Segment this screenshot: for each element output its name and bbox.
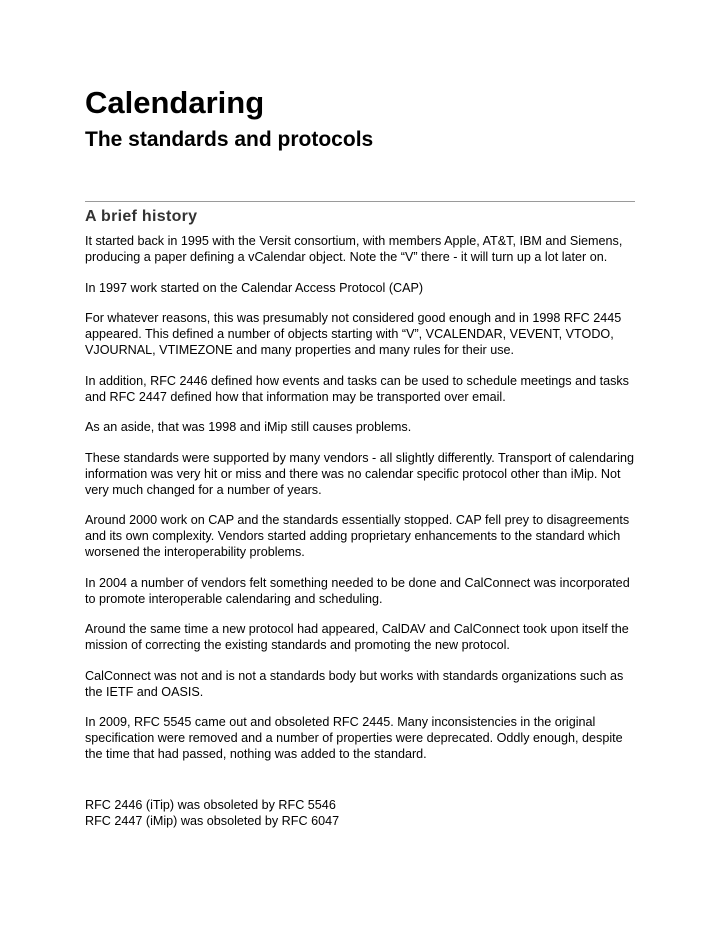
paragraph-caldav: Around the same time a new protocol had appeared, CalDAV and CalConnect took upon itself the mission of correcting the existing standards and promoting the new protocol.: [85, 622, 629, 652]
document-title: Calendaring: [85, 85, 265, 120]
paragraph-calconnect-role: CalConnect was not and is not a standards body but works with standards organizations such as the IETF and OASIS.: [85, 668, 624, 699]
paragraph-calconnect-founded: In 2004 a number of vendors felt something needed to be done and CalConnect was incorporated to promote interoperable calendaring and scheduling.: [85, 575, 630, 606]
paragraph-cap-stopped: Around 2000 work on CAP and the standards essentially stopped. CAP fell prey to disagreements and its own complexity. Vendors started adding proprietary enhancements to the standard which worsened the interoperability problems.: [85, 513, 630, 559]
paragraph-cap-start: In 1997 work started on the Calendar Access Protocol (CAP): [85, 280, 424, 295]
paragraph-versit: It started back in 1995 with the Versit consortium, with members Apple, AT&T, IBM and Siemens, producing a paper defining a vCalendar object. Note the “V” there - it will turn up a lot later on.: [85, 234, 623, 264]
reference-line: RFC 2446 (iTip) was obsoleted by RFC 5546: [85, 798, 336, 812]
obsoleted-references: [85, 797, 635, 829]
paragraph-rfc-2446-2447: In addition, RFC 2446 defined how events and tasks can be used to schedule meetings and tasks and RFC 2447 defined how that information may be transported over email.: [85, 373, 629, 404]
history-body: [85, 233, 635, 777]
document-subtitle: The standards and protocols: [85, 128, 374, 151]
paragraph-rfc-5545: In 2009, RFC 5545 came out and obsoleted RFC 2445. Many inconsistencies in the original specification were removed and a number of properties were deprecated. Oddly enough, despite the time that had passed, nothing was added to the standard.: [85, 715, 623, 761]
section-divider: [85, 201, 635, 202]
paragraph-vendor-support: These standards were supported by many vendors - all slightly differently. Transport of calendaring information was very hit or miss and there was no calendar specific protocol other than iMip. Not very much changed for a number of years.: [85, 450, 635, 497]
paragraph-rfc-2445: For whatever reasons, this was presumably not considered good enough and in 1998 RFC 2445 appeared. This defined a number of objects starting with “V”, VCALENDAR, VEVENT, VTODO, VJOURNAL, VTIMEZONE and many properties and many rules for their use.: [85, 311, 622, 357]
paragraph-imip-aside: As an aside, that was 1998 and iMip still causes problems.: [85, 420, 412, 434]
section-heading: A brief history: [85, 208, 198, 225]
reference-line: RFC 2447 (iMip) was obsoleted by RFC 6047: [85, 814, 340, 828]
